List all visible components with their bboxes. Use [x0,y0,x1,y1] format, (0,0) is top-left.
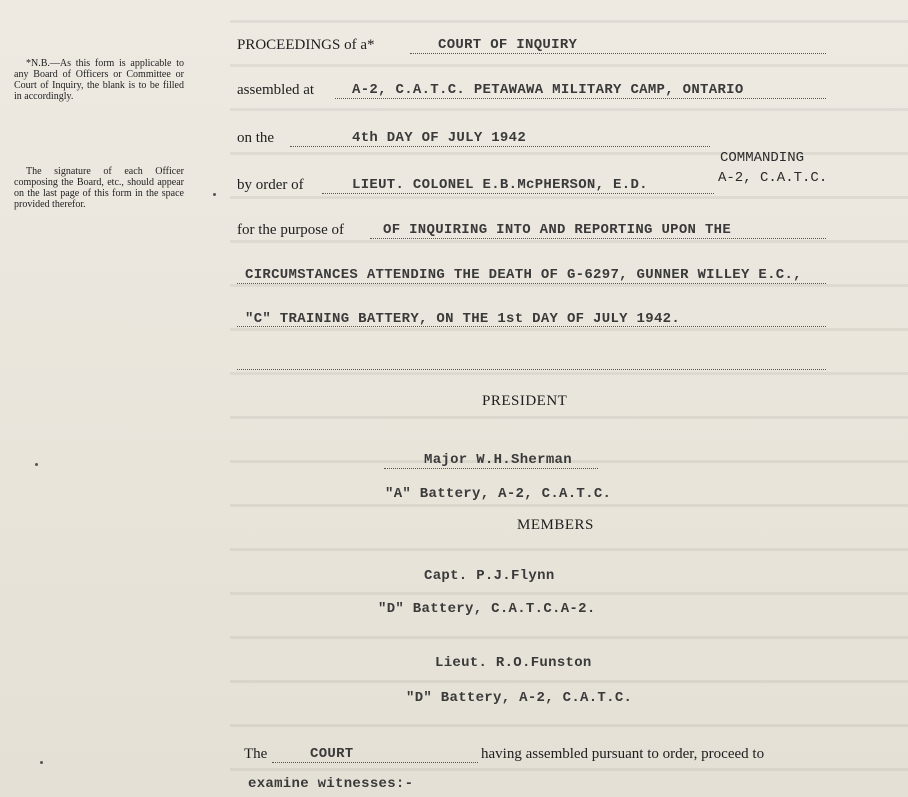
commanding-line1: COMMANDING [720,150,805,166]
member1-name: Capt. P.J.Flynn [424,568,555,584]
closing-tail: having assembled pursuant to order, proceed to [481,746,765,762]
president-heading: PRESIDENT [482,393,568,409]
closing-dotted-line [272,762,478,763]
ink-speck [40,761,43,764]
nb-note [14,58,184,102]
purpose-dotted-line [370,238,826,239]
proceedings-value: COURT OF INQUIRY [438,37,578,53]
ink-speck [35,463,38,466]
assembled-value: A-2, C.A.T.C. PETAWAWA MILITARY CAMP, ONTARIO [352,82,744,98]
president-name: Major W.H.Sherman [424,452,572,468]
member1-unit: "D" Battery, C.A.T.C.A-2. [378,601,596,617]
ink-speck [213,193,216,196]
member2-name: Lieut. R.O.Funston [435,655,592,671]
on-the-value: 4th DAY OF JULY 1942 [352,130,527,146]
purpose-label: for the purpose of [237,222,345,238]
members-heading: MEMBERS [517,517,594,533]
purpose-line3: "C" TRAINING BATTERY, ON THE 1st DAY OF JULY 1942. [245,311,681,327]
assembled-label: assembled at [237,82,315,98]
on-the-label: on the [237,130,275,146]
signature-note [14,166,184,210]
order-value: LIEUT. COLONEL E.B.McPHERSON, E.D. [352,177,648,193]
commanding-line2: A-2, C.A.T.C. [718,170,828,186]
on-the-dotted-line [290,146,710,147]
member2-unit: "D" Battery, A-2, C.A.T.C. [406,690,633,706]
closing-body-value: COURT [310,746,354,762]
purpose-line2: CIRCUMSTANCES ATTENDING THE DEATH OF G-6297, GUNNER WILLEY E.C., [245,267,802,283]
president-dotted-line [384,468,598,469]
purpose-value: OF INQUIRING INTO AND REPORTING UPON THE [383,222,732,238]
proceedings-dotted-line [410,53,826,54]
order-dotted-line [322,193,714,194]
purpose-dotted-line-2 [237,283,826,284]
show-through-text [230,0,908,797]
blank-dotted-line [237,369,826,370]
signature-note-text: The signature of each Officer composing the Board, etc., should appear on the last page of this form in the space provided therefor. [14,166,184,210]
closing-the-label: The [244,746,268,762]
president-unit: "A" Battery, A-2, C.A.T.C. [385,486,612,502]
nb-note-text: *N.B.—As this form is applicable to any Board of Officers or Committee or Court of Inquiry, the blank is to be filled in accordingly. [14,58,184,102]
order-label: by order of [237,177,304,193]
closing-continuation: examine witnesses:- [248,776,414,792]
proceedings-label: PROCEEDINGS of a* [237,37,375,53]
assembled-dotted-line [335,98,826,99]
